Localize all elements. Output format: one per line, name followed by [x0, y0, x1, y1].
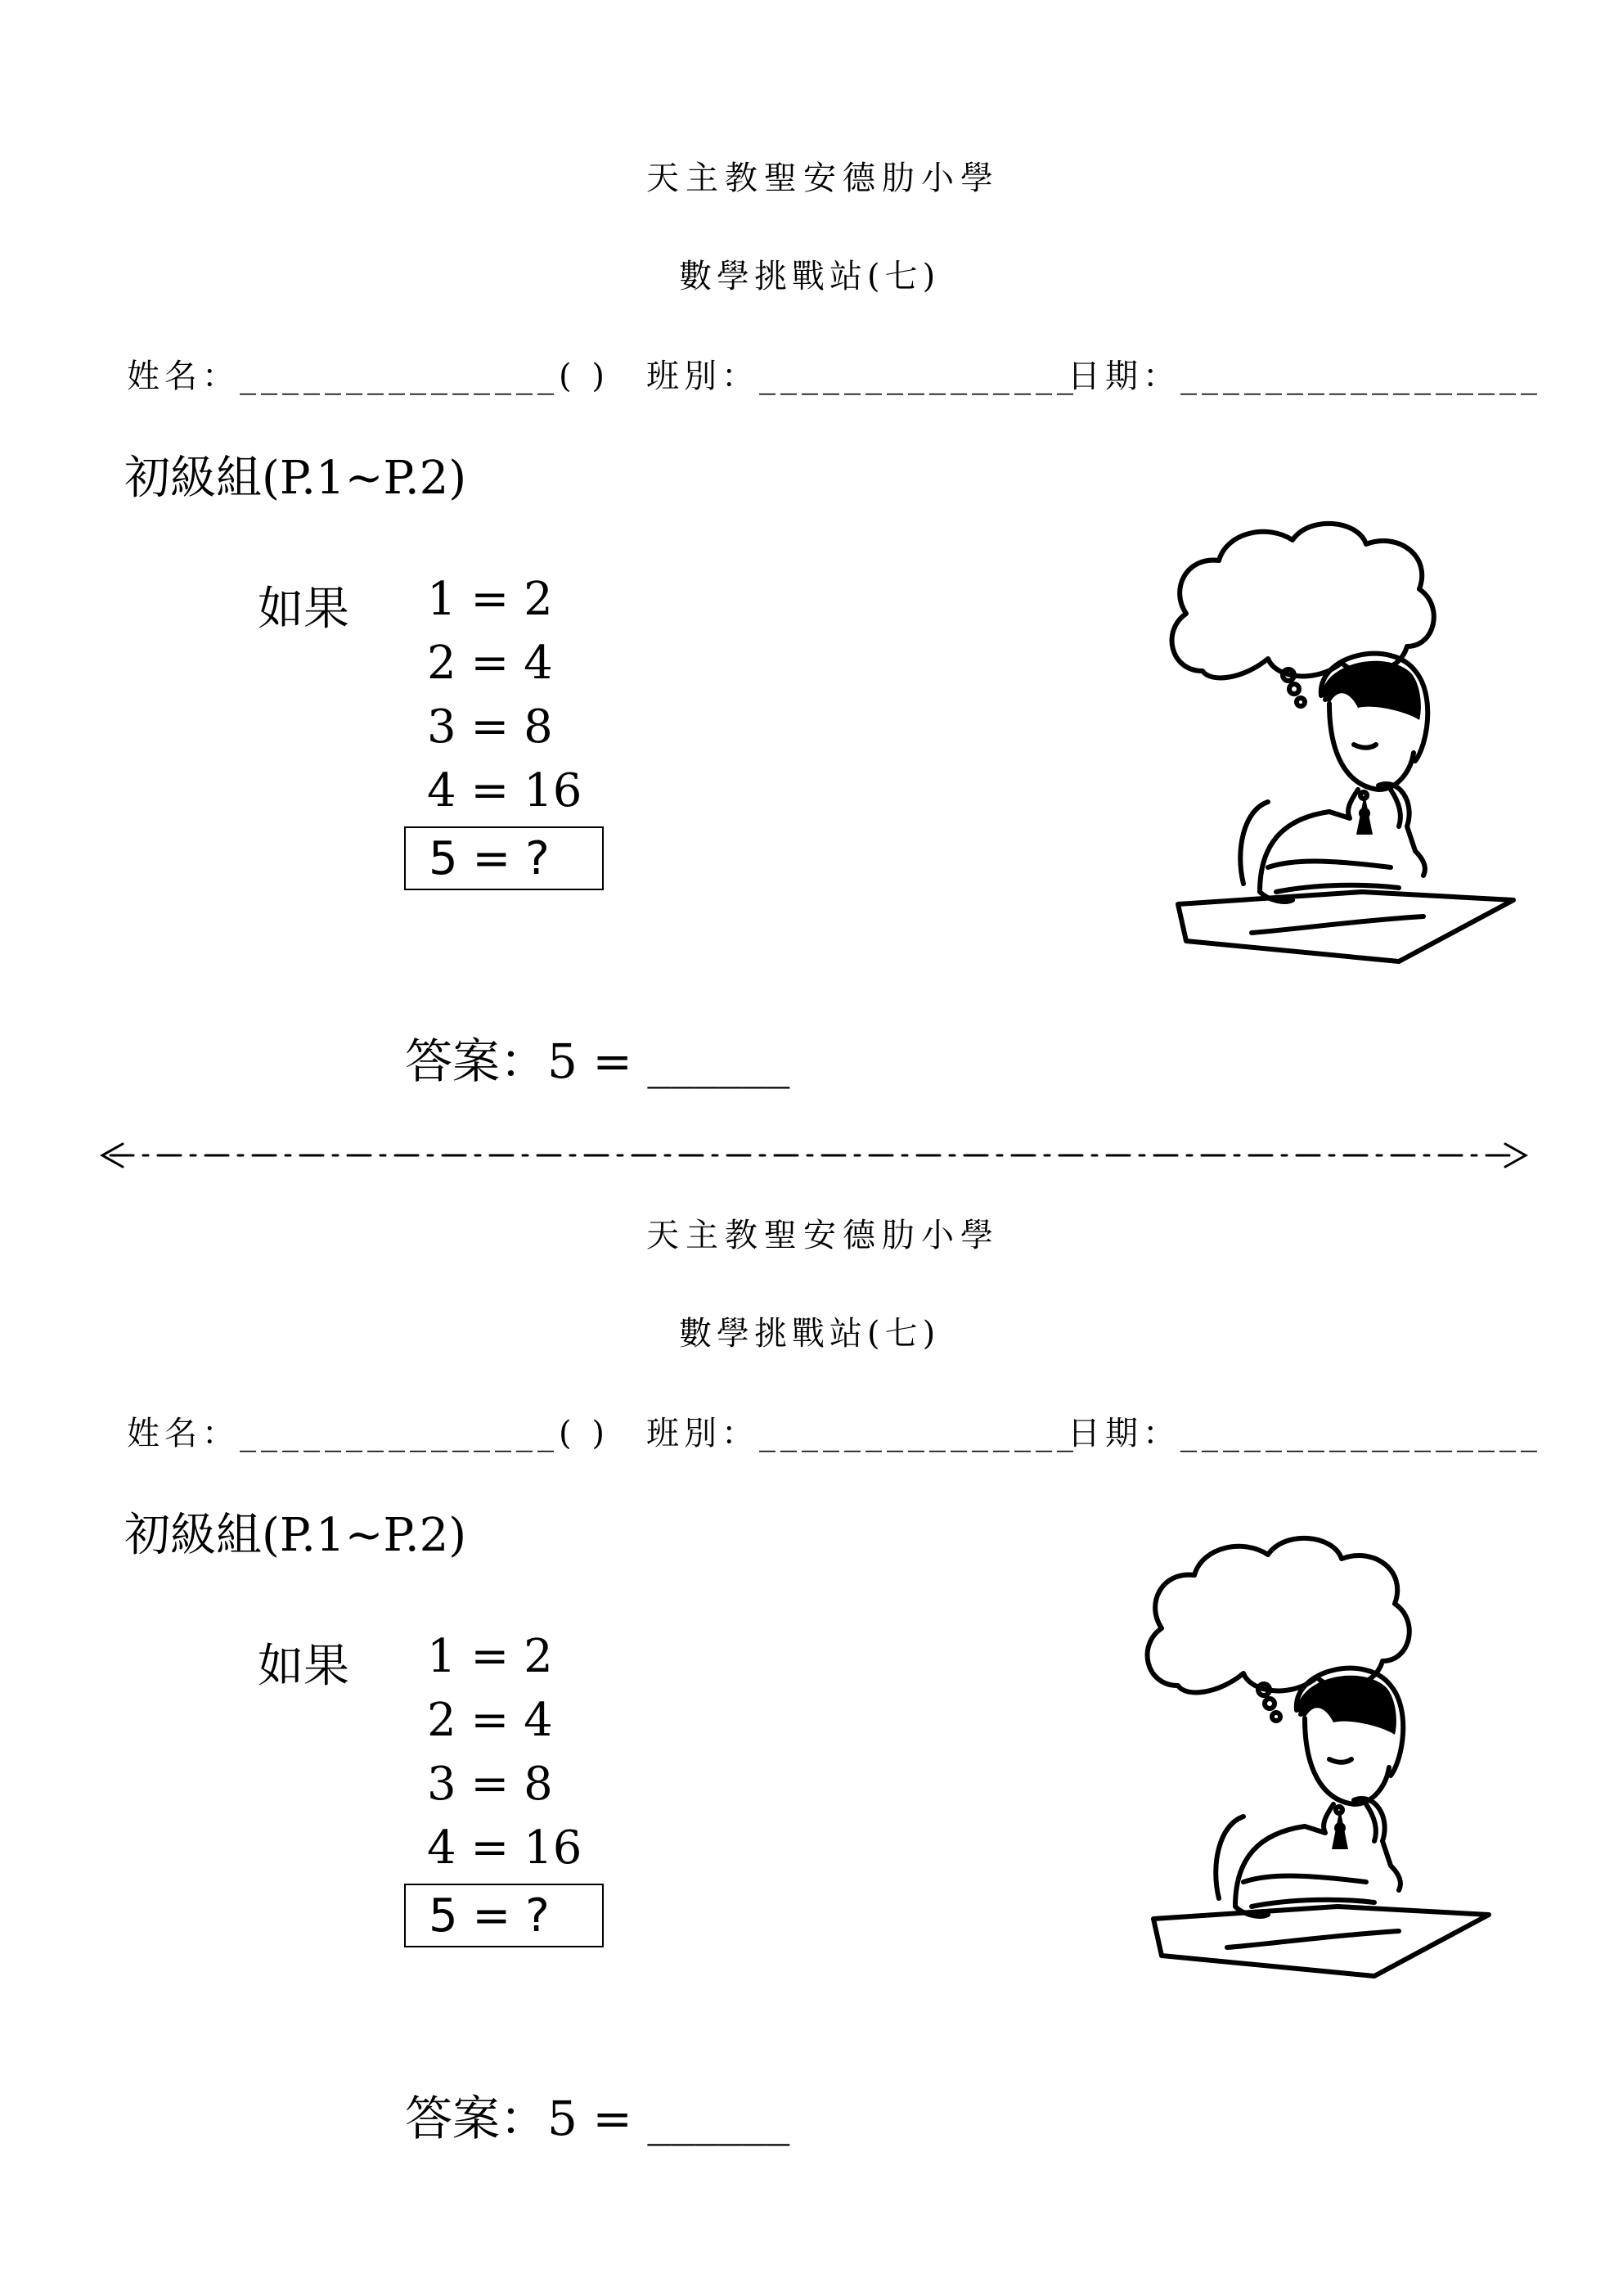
answer-field[interactable]: ______ [647, 2091, 790, 2146]
student-info-row [127, 1407, 609, 1454]
name-label: 姓名： [127, 358, 240, 395]
equation-1: 1 = 2 [427, 1630, 553, 1683]
school-name: 天主教聖安德肋小學 [646, 160, 1000, 197]
answer-label: 答案：5 = [405, 2091, 648, 2146]
equation-2: 2 = 4 [427, 637, 553, 690]
equation-4: 4 = 16 [427, 764, 582, 817]
equation-1: 1 = 2 [427, 573, 553, 626]
condition-label: 如果 [258, 583, 349, 636]
question-text: 5 = ? [429, 1889, 550, 1943]
grade-heading: 初級組(P.1~P.2) [124, 452, 467, 505]
class-field[interactable]: _______________ [759, 358, 1078, 395]
class-field[interactable]: _______________ [759, 1415, 1078, 1452]
name-label: 姓名： [127, 1415, 240, 1452]
class-number-field[interactable]: ( ) [559, 1415, 609, 1452]
thinking-boy-icon [1129, 1522, 1505, 1980]
date-label: 日期： [1068, 1415, 1180, 1452]
answer-label: 答案：5 = [405, 1033, 648, 1089]
name-field[interactable]: _______________ [240, 1415, 559, 1452]
worksheet-title: 數學挑戰站(七) [679, 1315, 941, 1353]
date-label: 日期： [1068, 358, 1180, 395]
worksheet-title: 數學挑戰站(七) [679, 258, 941, 295]
answer-row [405, 2080, 789, 2149]
grade-heading: 初級組(P.1~P.2) [124, 1509, 467, 1562]
question-box [404, 1884, 604, 1947]
name-field[interactable]: _______________ [240, 358, 559, 395]
class-label: 班別： [646, 1415, 759, 1452]
class-number-field[interactable]: ( ) [559, 358, 609, 395]
date-field[interactable]: _________________ [1180, 1415, 1542, 1452]
equation-3: 3 = 8 [427, 700, 553, 754]
class-label: 班別： [646, 358, 759, 395]
date-field[interactable]: _________________ [1180, 358, 1542, 395]
question-text: 5 = ? [429, 831, 550, 885]
equation-4: 4 = 16 [427, 1821, 582, 1875]
school-name: 天主教聖安德肋小學 [646, 1217, 1000, 1254]
equation-2: 2 = 4 [427, 1694, 553, 1747]
date-info [1068, 1407, 1542, 1454]
class-info [646, 1407, 1078, 1454]
condition-label: 如果 [258, 1640, 349, 1693]
answer-field[interactable]: ______ [647, 1033, 790, 1089]
equation-3: 3 = 8 [427, 1758, 553, 1811]
